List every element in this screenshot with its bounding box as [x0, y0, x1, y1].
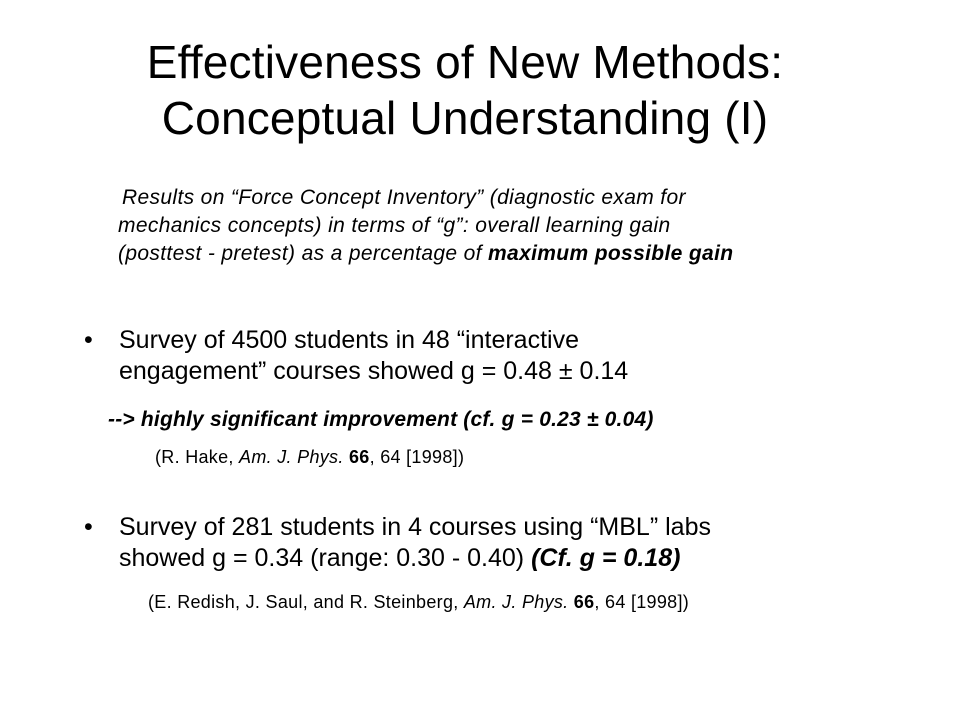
ref-1-journal: Am. J. Phys.	[239, 447, 344, 467]
ref-1-prefix: (R. Hake,	[155, 447, 240, 467]
bullet-2-line-1: Survey of 281 students in 4 courses using “MBL” labs	[119, 513, 711, 541]
title-line-1: Effectiveness of New Methods:	[146, 36, 784, 88]
intro-line-3	[118, 240, 908, 268]
bullet-1-text	[119, 325, 884, 387]
bullet-dot-icon: •	[84, 513, 93, 541]
bullet-dot-icon: •	[84, 326, 93, 354]
ref-1-suffix: , 64 [1998])	[369, 447, 465, 467]
ref-2-prefix: (E. Redish, J. Saul, and R. Steinberg,	[148, 592, 464, 612]
title-line-2: Conceptual Understanding (I)	[161, 92, 769, 144]
bullet-2-text	[119, 512, 884, 574]
ref-2-suffix: , 64 [1998])	[594, 592, 690, 612]
ref-2-volume: 66	[573, 592, 595, 612]
bullet-2-comparison: (Cf. g = 0.18)	[531, 544, 681, 572]
intro-line-3-text: (posttest - pretest) as a percentage of	[118, 242, 489, 265]
improvement-highlight: --> highly significant improvement (cf. g = 0.23 ± 0.04)	[108, 408, 654, 431]
slide-title	[0, 34, 930, 146]
reference-hake	[155, 445, 464, 469]
bullet-item-2	[84, 512, 884, 574]
bullet-2-line-2-prefix: showed g = 0.34 (range: 0.30 - 0.40)	[119, 544, 532, 572]
ref-1-volume: 66	[348, 447, 370, 467]
intro-paragraph	[118, 184, 908, 268]
ref-2-journal: Am. J. Phys.	[463, 592, 569, 612]
reference-redish	[148, 590, 689, 614]
intro-line-2: mechanics concepts) in terms of “g”: overall learning gain	[118, 214, 671, 237]
bullet-1-line-1: Survey of 4500 students in 48 “interactive	[119, 326, 579, 354]
bullet-item-1	[84, 325, 884, 387]
intro-line-1: Results on “Force Concept Inventory” (diagnostic exam for	[122, 186, 686, 209]
intro-emphasis: maximum possible gain	[488, 242, 734, 265]
bullet-1-line-2: engagement” courses showed g = 0.48 ± 0.14	[119, 357, 629, 385]
